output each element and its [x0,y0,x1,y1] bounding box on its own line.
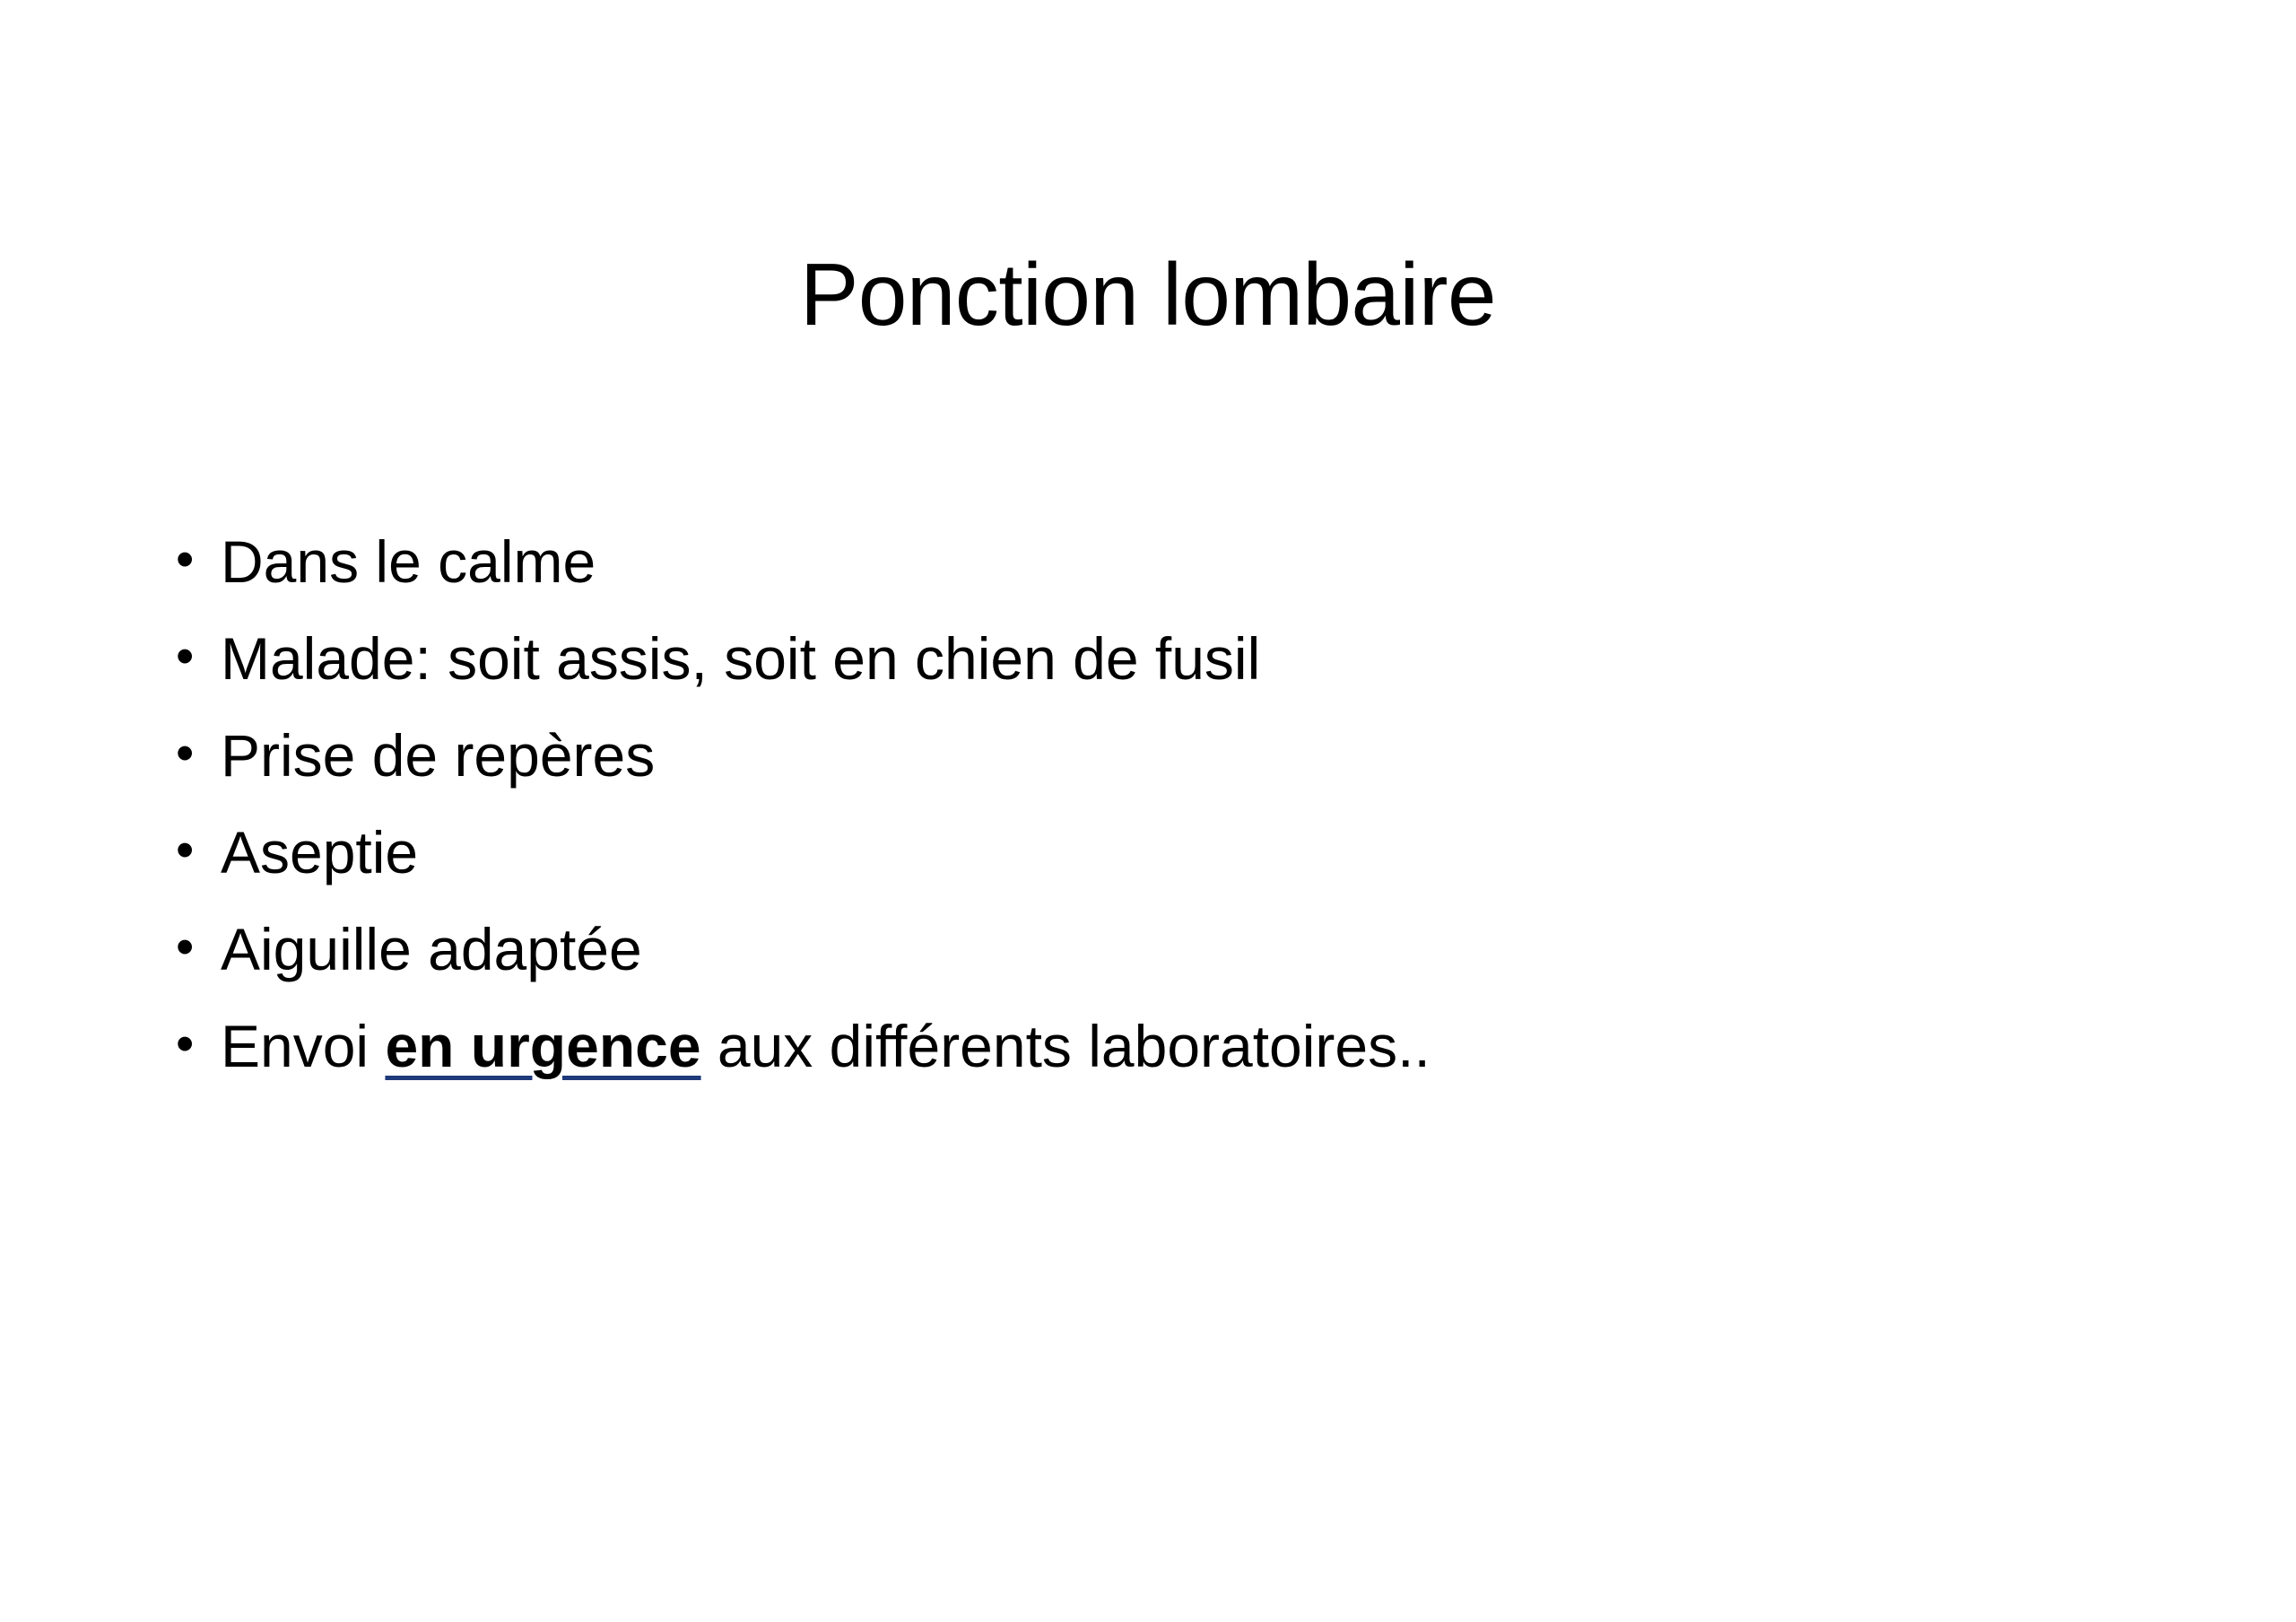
bullet-text: Aseptie [221,819,419,885]
bullet-text: Dans le calme [221,528,596,595]
bullet-text: Malade: soit assis, soit en chien de fusil [221,625,1261,692]
bullet-dot-icon: • [176,530,195,589]
bullet-item-lab-dispatch [176,998,1431,1094]
bullet-item-calm [176,513,1431,610]
bullet-item-needle [176,901,1431,998]
bullet-list [176,513,1431,1094]
bullet-item-patient-position [176,610,1431,707]
slide-title: Ponction lombaire [800,245,1496,344]
bullet-text: Prise de repères [221,722,656,789]
bullet-text-before: Envoi [221,1013,386,1079]
bullet-item-asepsis [176,804,1431,901]
bullet-dot-icon: • [176,627,195,685]
bullet-dot-icon: • [176,724,195,782]
bullet-text-after: aux différents laboratoires.. [700,1013,1431,1079]
bullet-dot-icon: • [176,821,195,879]
bullet-text: Aiguille adaptée [221,916,642,982]
bullet-dot-icon: • [176,918,195,976]
bullet-item-landmarks [176,707,1431,804]
bullet-text-emphasis: en urgence [385,1013,701,1079]
bullet-dot-icon: • [176,1015,195,1073]
